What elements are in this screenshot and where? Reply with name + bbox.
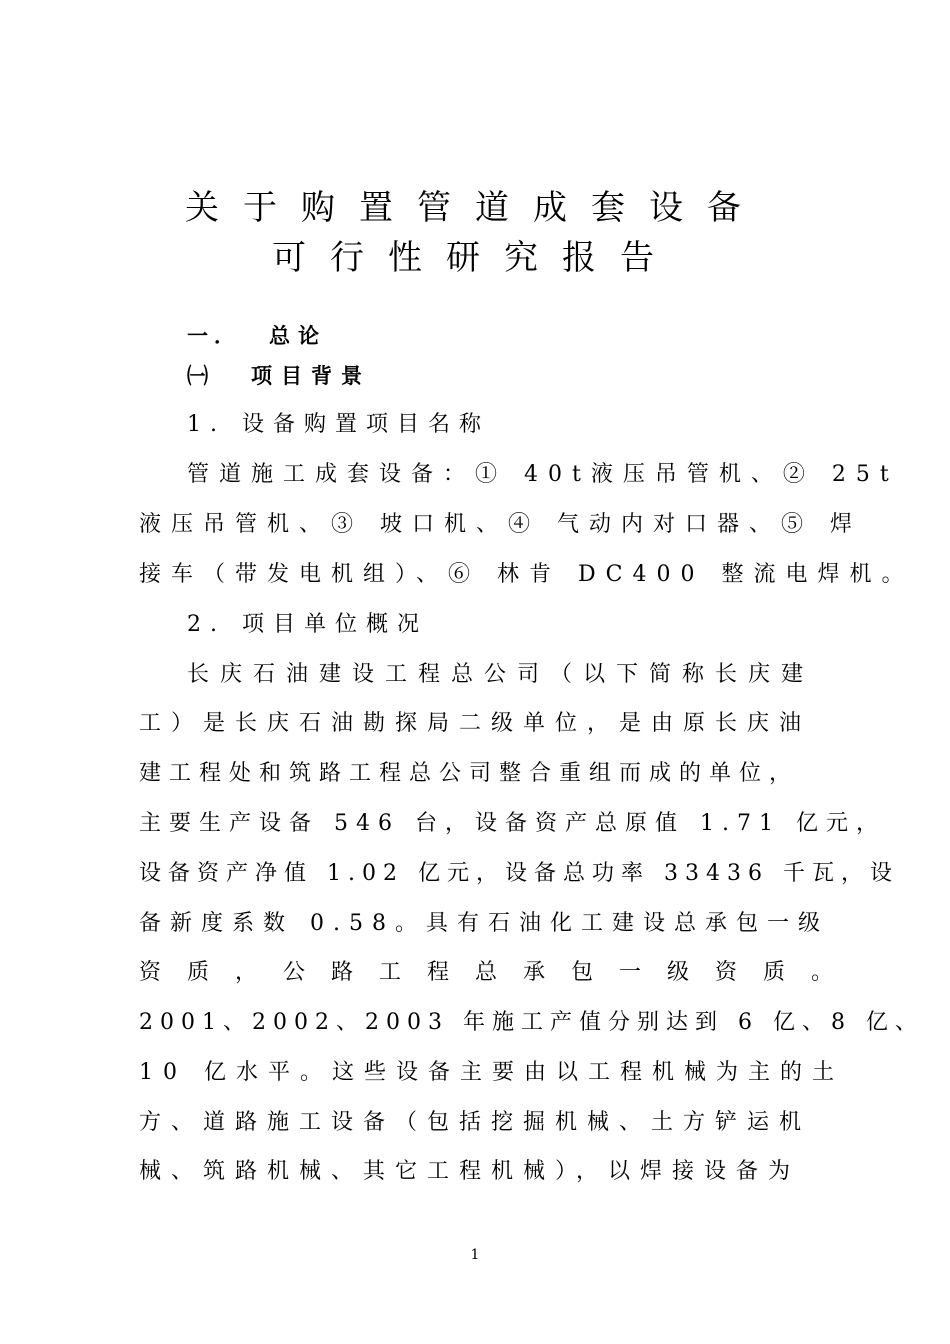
section-title: 总论 <box>269 324 327 348</box>
paragraph-line: 械、筑路机械、其它工程机械），以焊接设备为 <box>139 1159 801 1184</box>
paragraph-line: 设备资产净值 1.02 亿元，设备总功率 33436 千瓦，设 <box>139 861 899 886</box>
paragraph-line: 10 亿水平。这些设备主要由以工程机械为主的土 <box>139 1060 844 1085</box>
subsection-number: ㈠ <box>187 364 208 388</box>
item-heading: 1. 设备购置项目名称 <box>187 412 490 437</box>
document-title-line-1: 关于购置管道成套设备 <box>185 188 765 228</box>
page-number: 1 <box>470 1247 480 1263</box>
document-title-line-2: 可行性研究报告 <box>272 238 678 278</box>
paragraph-line: 备新度系数 0.58。具有石油化工建设总承包一级 <box>139 911 829 936</box>
paragraph-line: 方、道路施工设备（包括挖掘机械、土方铲运机 <box>139 1110 812 1135</box>
paragraph-line: 液压吊管机、③ 坡口机、④ 气动内对口器、⑤ 焊 <box>139 512 862 537</box>
paragraph-line: 管道施工成套设备：① 40t液压吊管机、② 25t <box>187 462 899 487</box>
subsection-title: 项目背景 <box>251 364 371 388</box>
section-number: 一． <box>187 324 241 348</box>
paragraph-line: 接车（带发电机组）、⑥ 林肯 DC400 整流电焊机。 <box>139 562 914 587</box>
item-heading: 2. 项目单位概况 <box>187 612 428 637</box>
paragraph-line: 工）是长庆石油勘探局二级单位，是由原长庆油 <box>139 711 812 736</box>
paragraph-line: 长庆石油建设工程总公司（以下简称长庆建 <box>187 662 815 687</box>
paragraph-line: 2001、2002、2003 年施工产值分别达到 6 亿、8 亿、 <box>139 1010 924 1035</box>
paragraph-line: 资质，公路工程总承包一级资质。 <box>139 960 860 985</box>
paragraph-line: 建工程处和筑路工程总公司整合重组而成的单位， <box>139 761 800 786</box>
paragraph-line: 主要生产设备 546 台，设备资产总原值 1.71 亿元， <box>139 811 886 836</box>
